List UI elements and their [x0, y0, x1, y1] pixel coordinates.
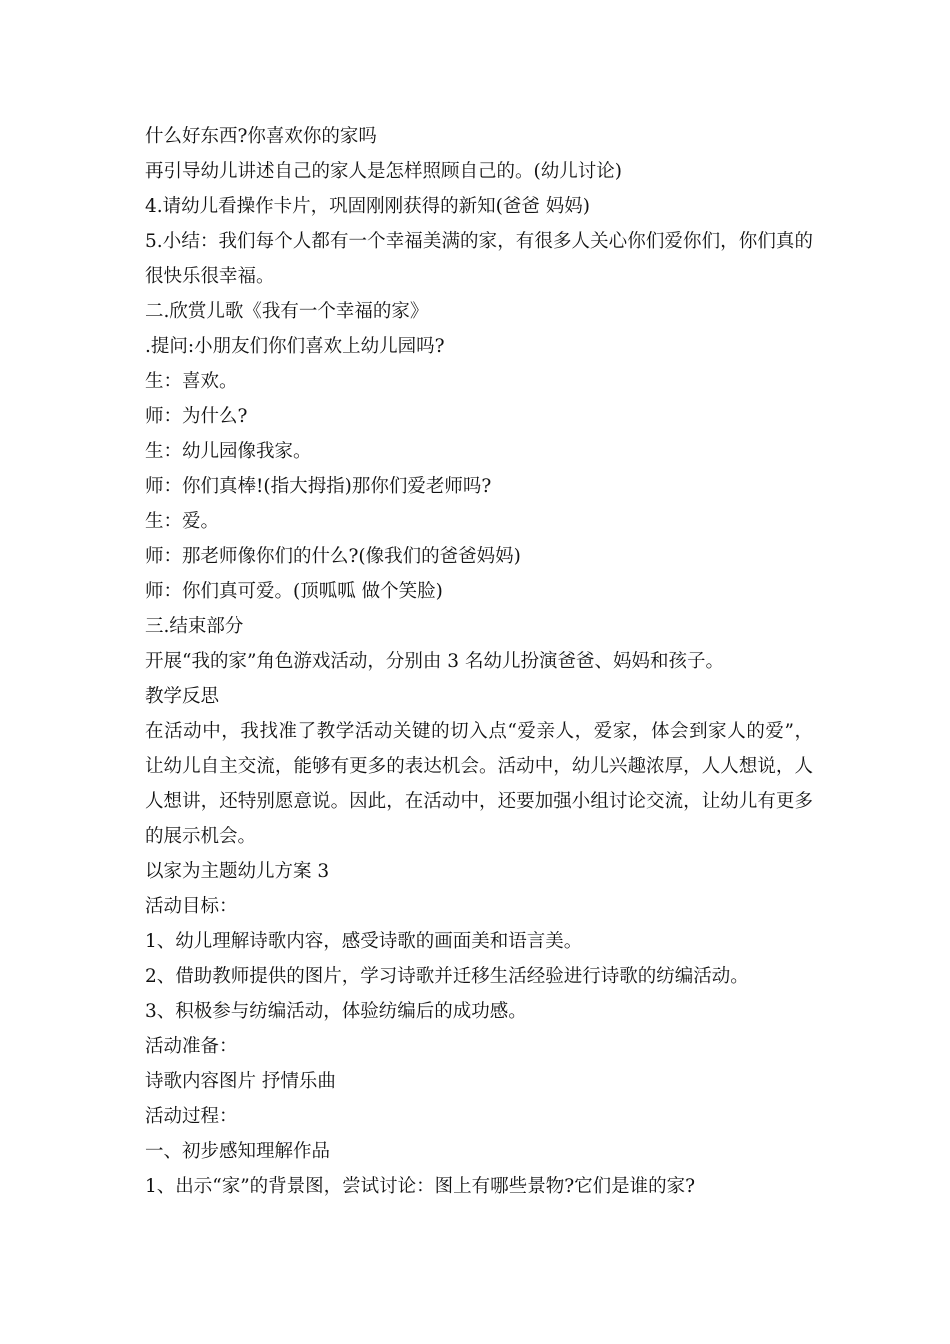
- text-line: 诗歌内容图片 抒情乐曲: [145, 1071, 336, 1092]
- text-line: 让幼儿自主交流，能够有更多的表达机会。活动中，幼儿兴趣浓厚，人人想说，人: [145, 756, 813, 777]
- section-heading: 教学反思: [145, 686, 220, 707]
- list-item: 3、积极参与纺编活动，体验纺编后的成功感。: [145, 1001, 527, 1022]
- section-heading: 以家为主题幼儿方案 3: [145, 861, 330, 882]
- document-body: [145, 119, 813, 1204]
- list-item: 1、出示“家”的背景图，尝试讨论：图上有哪些景物?它们是谁的家?: [145, 1176, 696, 1197]
- text-line: 开展“我的家”角色游戏活动，分别由 3 名幼儿扮演爸爸、妈妈和孩子。: [145, 651, 724, 672]
- section-heading: 一、初步感知理解作品: [145, 1141, 331, 1162]
- section-heading: 二.欣赏儿歌《我有一个幸福的家》: [145, 301, 429, 322]
- dialogue-line: 师：为什么?: [145, 406, 248, 427]
- section-heading: 活动准备：: [145, 1036, 238, 1057]
- text-line: 什么好东西?你喜欢你的家吗: [145, 126, 377, 147]
- list-item: 2、借助教师提供的图片，学习诗歌并迁移生活经验进行诗歌的纺编活动。: [145, 966, 749, 987]
- text-line: 再引导幼儿讲述自己的家人是怎样照顾自己的。(幼儿讨论): [145, 161, 622, 182]
- section-heading: 三.结束部分: [145, 616, 244, 637]
- dialogue-line: 师：你们真棒!(指大拇指)那你们爱老师吗?: [145, 476, 492, 497]
- dialogue-line: 生：喜欢。: [145, 371, 238, 392]
- text-line: 人想讲，还特别愿意说。因此，在活动中，还要加强小组讨论交流，让幼儿有更多: [145, 791, 813, 812]
- list-item: 1、幼儿理解诗歌内容，感受诗歌的画面美和语言美。: [145, 931, 583, 952]
- dialogue-line: 生：爱。: [145, 511, 220, 532]
- section-heading: 活动过程：: [145, 1106, 238, 1127]
- dialogue-line: 师：你们真可爱。(顶呱呱 做个笑脸): [145, 581, 443, 602]
- text-line: 的展示机会。: [145, 826, 257, 847]
- text-line: 很快乐很幸福。: [145, 266, 275, 287]
- text-line: .提问:小朋友们你们喜欢上幼儿园吗?: [145, 336, 445, 357]
- text-line: 4.请幼儿看操作卡片，巩固刚刚获得的新知(爸爸 妈妈): [145, 196, 590, 217]
- dialogue-line: 生：幼儿园像我家。: [145, 441, 312, 462]
- text-line: 5.小结：我们每个人都有一个幸福美满的家，有很多人关心你们爱你们，你们真的: [145, 231, 813, 252]
- section-heading: 活动目标：: [145, 896, 238, 917]
- dialogue-line: 师：那老师像你们的什么?(像我们的爸爸妈妈): [145, 546, 521, 567]
- text-line: 在活动中，我找准了教学活动关键的切入点“爱亲人，爱家，体会到家人的爱”，: [145, 721, 813, 742]
